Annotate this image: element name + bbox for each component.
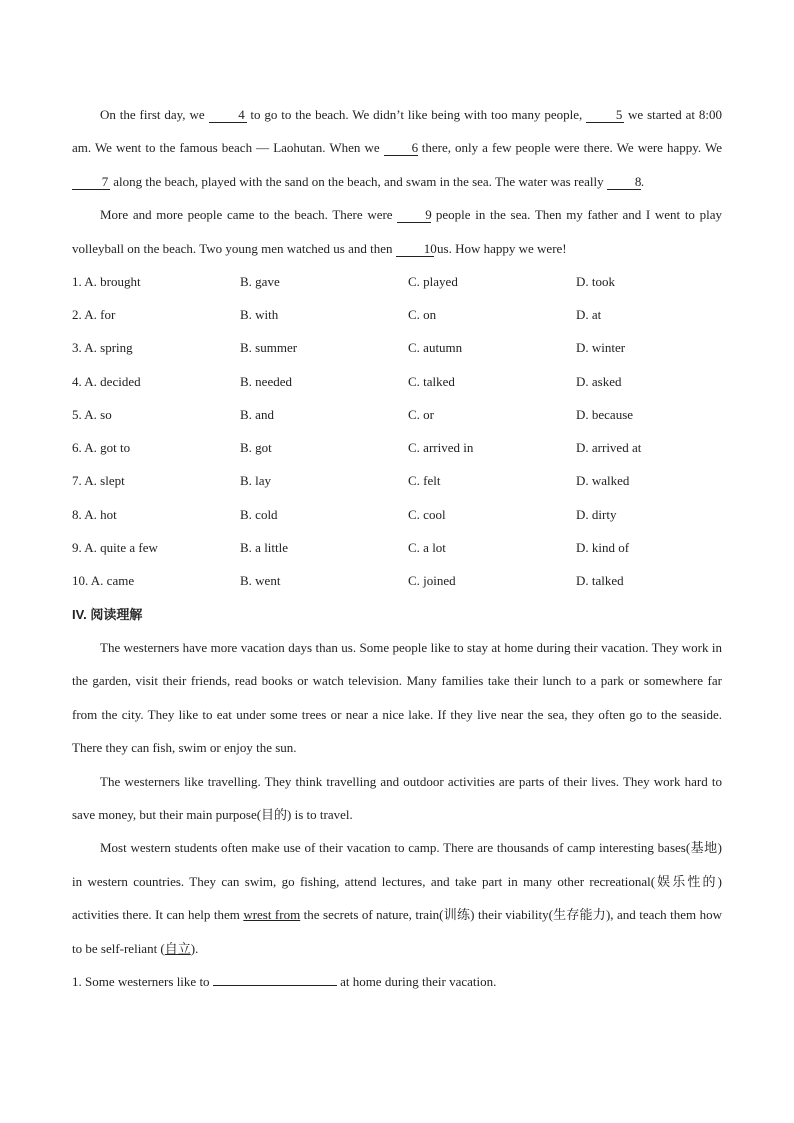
option-d: D. arrived at xyxy=(576,440,642,456)
text: More and more people came to the beach. There were xyxy=(100,207,398,223)
option-d: D. talked xyxy=(576,573,624,589)
option-b: B. with xyxy=(240,306,279,322)
text: we started at 8:00 am. We went to the famous beach — Laohutan. When we xyxy=(72,107,722,156)
reading-paragraph-1: The westerners have more vacation days than us. Some people like to stay at home during their vacation. They work in the garden, visit their friends, read books or watch television. Many families take their lunch to a park or somewhere far from the city. They like to eat under some trees or near a nice lake. If they live near the sea, they often go to the seaside. There they can fish, swim or enjoy the sun. xyxy=(72,640,722,756)
option-a: 1. A. brought xyxy=(72,273,141,289)
text: to go to the beach. We didn’t like being with too many people, xyxy=(246,107,587,122)
text: Most western students often make use of their vacation to camp. There are thousands of camp interesting bases(基地) in western countries. They can swim, go fishing, attend lectures, and take part in many other recreational(娱乐性的) activities there. It can help them xyxy=(72,840,722,923)
blank-9: 9 xyxy=(397,208,431,223)
option-a: 5. A. so xyxy=(72,406,112,422)
option-c: C. or xyxy=(408,406,434,422)
text: the secrets of nature, train(训练) their viability(生存能力), and teach them how to be self-reliant ( xyxy=(72,907,722,956)
question-1 xyxy=(72,965,722,998)
option-a: 10. A. came xyxy=(72,573,135,589)
answer-blank[interactable] xyxy=(213,973,337,986)
option-c: C. a lot xyxy=(408,540,446,556)
blank-7: 7 xyxy=(72,175,110,190)
section-heading: IV. 阅读理解 xyxy=(72,607,143,622)
option-b: B. went xyxy=(240,573,281,589)
option-b: B. needed xyxy=(240,373,292,389)
option-a: 6. A. got to xyxy=(72,440,131,456)
text: at home during their vacation. xyxy=(336,974,497,990)
text: 1. Some westerners like to xyxy=(72,974,213,990)
option-a: 2. A. for xyxy=(72,306,116,322)
cloze-paragraph-1 xyxy=(72,98,722,198)
text: . xyxy=(640,173,645,189)
options-row xyxy=(72,265,722,298)
option-d: D. walked xyxy=(576,473,630,489)
blank-10: 10 xyxy=(396,242,434,257)
option-a: 4. A. decided xyxy=(72,373,141,389)
option-a: 9. A. quite a few xyxy=(72,540,158,556)
blank-5: 5 xyxy=(586,108,624,123)
options-row xyxy=(72,531,722,564)
text: ). xyxy=(190,940,199,956)
option-d: D. because xyxy=(576,406,634,422)
text: along the beach, played with the sand on the beach, and swam in the sea. The water was really xyxy=(110,173,607,189)
document-page xyxy=(72,98,722,998)
option-d: D. dirty xyxy=(576,506,617,522)
option-c: C. played xyxy=(408,273,458,289)
option-b: B. gave xyxy=(240,273,280,289)
options-row xyxy=(72,565,722,598)
option-a: 3. A. spring xyxy=(72,340,133,356)
options-row xyxy=(72,498,722,531)
option-c: C. on xyxy=(408,306,437,322)
options-row xyxy=(72,465,722,498)
blank-8: 8 xyxy=(607,175,641,190)
option-b: B. got xyxy=(240,440,272,456)
option-d: D. took xyxy=(576,273,615,289)
option-b: B. and xyxy=(240,406,274,422)
text: us. How happy we were! xyxy=(433,240,567,256)
option-c: C. talked xyxy=(408,373,455,389)
blank-4: 4 xyxy=(209,108,247,123)
options-row xyxy=(72,365,722,398)
option-d: D. kind of xyxy=(576,540,630,556)
underlined-word: 自立 xyxy=(164,940,191,956)
options-row xyxy=(72,432,722,465)
text: people in the sea. Then my father and I went to play volleyball on the beach. Two young men watched us and then xyxy=(72,207,722,256)
text: there, only a few people were there. We were happy. We xyxy=(417,140,722,156)
option-c: C. cool xyxy=(408,506,446,522)
options-row xyxy=(72,298,722,331)
option-b: B. a little xyxy=(240,540,289,556)
option-c: C. arrived in xyxy=(408,440,474,456)
options-list xyxy=(72,265,722,598)
underlined-phrase: wrest from xyxy=(243,907,301,923)
option-d: D. at xyxy=(576,306,602,322)
options-row xyxy=(72,332,722,365)
text: On the first day, we xyxy=(100,107,209,122)
blank-6: 6 xyxy=(384,141,418,156)
reading-paragraph-3 xyxy=(72,831,722,965)
option-a: 7. A. slept xyxy=(72,473,125,489)
options-row xyxy=(72,398,722,431)
option-b: B. cold xyxy=(240,506,278,522)
option-c: C. autumn xyxy=(408,340,463,356)
option-d: D. asked xyxy=(576,373,622,389)
option-a: 8. A. hot xyxy=(72,506,117,522)
option-c: C. joined xyxy=(408,573,456,589)
option-b: B. summer xyxy=(240,340,298,356)
reading-paragraph-2: The westerners like travelling. They think travelling and outdoor activities are parts of their lives. They work hard to save money, but their main purpose(目的) is to travel. xyxy=(72,773,722,823)
option-c: C. felt xyxy=(408,473,441,489)
option-d: D. winter xyxy=(576,340,626,356)
option-b: B. lay xyxy=(240,473,272,489)
cloze-paragraph-2 xyxy=(72,198,722,265)
